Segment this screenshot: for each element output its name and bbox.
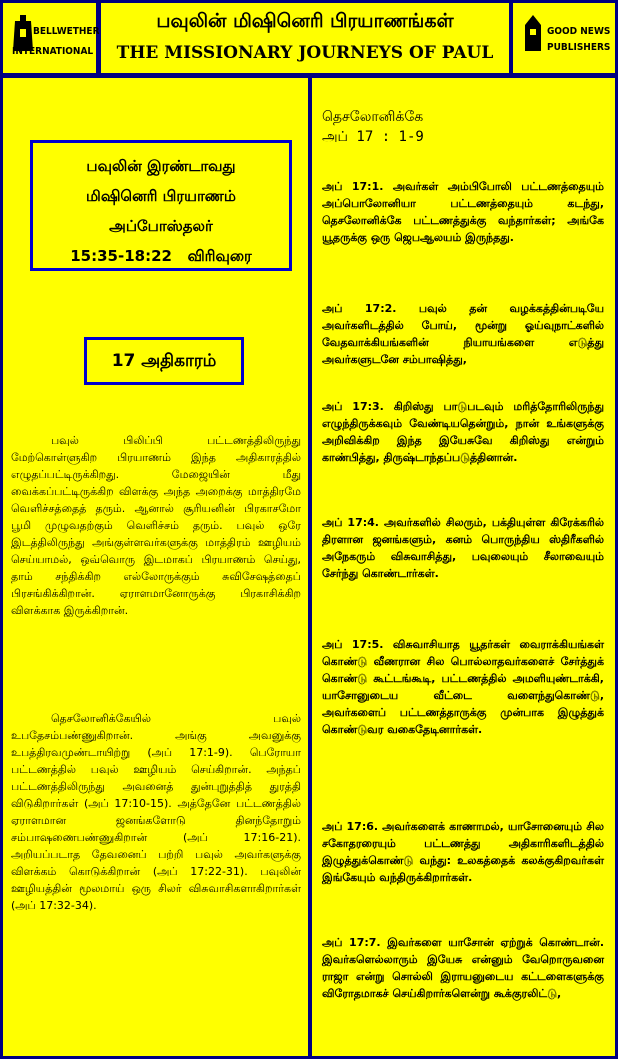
journey-title-box: [30, 140, 292, 271]
logo-left-line1: BELLWETHER: [33, 26, 100, 37]
left-panel: [3, 78, 308, 1056]
bellwether-logo: [3, 3, 100, 73]
page-header: [101, 3, 509, 73]
verse: அப் 17:1. அவர்கள் அம்பிபோலி பட்டணத்தையும் அப்பொலோனியா பட்டணத்தையும் கடந்து, தெசலோனிக்கே பட்டணத்துக்கு வந்தார்கள்; அங்கே யூதருக்கு ஒரு ஜெபஆலயம் இருந்தது.: [322, 180, 604, 244]
summary-paragraph: தெசலோனிக்கேயில் பவுல் உபதேசம்பண்ணுகிறான். அங்கு அவனுக்கு உபத்திரவமுண்டாயிற்று (அப் 17:1-9). பெரோயா பட்டணத்தில் பவுல் ஊழியம் செய்கிறான். அந்தப் பட்டணத்திலிருந்து அவனைத் துன்புறுத்தித் துரத்தி விடுகிறார்கள் (அப் 17:10-15). அத்தேனே பட்டணத்தில் ஏராளமான ஜனங்களோடு தினந்தோறும் சம்பாஷணைபண்ணுகிறான் (அப் 17:16-21). அறியப்படாத தேவனைப் பற்றி பவுல் அவர்களுக்கு விளக்கம் கொடுக்கிறான் (அப் 17:22-31). பவுலின் ஊழியத்தின் மூலமாய் ஒரு சிலர் விசுவாசிகளாகிறார்கள் (அப் 17:32-34).: [11, 712, 301, 912]
title-english: THE MISSIONARY JOURNEYS OF PAUL: [116, 43, 494, 63]
verse: அப் 17:2. பவுல் தன் வழக்கத்தின்படியே அவர்களிடத்தில் போய், மூன்று ஓய்வுநாட்களில் வேதவாக்கியங்களின் நியாயங்களை எடுத்து அவர்களுடனே சம்பாஷித்து,: [322, 302, 604, 366]
verse: அப் 17:3. கிறிஸ்து பாடுபடவும் மரித்தோரிலிருந்து எழுந்திருக்கவும் வேண்டியதென்றும், நான் உங்களுக்கு அறிவிக்கிற இந்த இயேசுவே கிறிஸ்து என்றும் காண்பித்து, திருஷ்டாந்தப்படுத்தினான்.: [322, 400, 604, 464]
journey-line: பவுலின் இரண்டாவது: [86, 157, 236, 175]
logo-left-line2: INTERNATIONAL: [12, 46, 94, 57]
tower-icon: [521, 15, 545, 51]
verse: அப் 17:7. இவர்களை யாசோன் ஏற்றுக் கொண்டான். இவர்களெல்லாரும் இயேசு என்னும் வேறொருவனை ராஜா என்று சொல்லி இராயனுடைய கட்டளைகளுக்கு விரோதமாகச் செய்கிறார்களென்று கூக்குரலிட்டு,: [322, 936, 604, 1000]
journey-line: 15:35-18:22 விரிவுரை: [70, 247, 252, 265]
title-tamil: பவுலின் மிஷினெரி பிரயாணங்கள்: [156, 10, 454, 32]
section-title: தெசலோனிக்கே: [322, 109, 424, 125]
right-panel: [312, 78, 615, 1056]
journey-line: அப்போஸ்தலர்: [109, 217, 213, 235]
logo-right-line1: GOOD NEWS: [547, 26, 611, 37]
good-news-logo: [513, 3, 615, 73]
logo-right-line2: PUBLISHERS: [547, 42, 611, 53]
verse: அப் 17:4. அவர்களில் சிலரும், பக்தியுள்ள கிரேக்கரில் திரளான ஜனங்களும், கனம் பொருந்திய ஸ்திரீகளில் அநேகரும் விசுவாசித்து, பவுலையும் சீலாவையும் சேர்ந்து கொண்டார்கள்.: [322, 516, 604, 580]
journey-line: மிஷினெரி பிரயாணம்: [86, 187, 236, 205]
chapter-heading: 17 அதிகாரம்: [84, 337, 244, 385]
section-reference: அப் 17 : 1-9: [322, 129, 424, 145]
intro-paragraph: பவுல் பிலிப்பி பட்டணத்திலிருந்து மேற்கொள்ளுகிற பிரயாணம் இந்த அதிகாரத்தில் எழுதப்பட்டிருக்கிறது. மேஜையின் மீது வைக்கப்பட்டிருக்கிற விளக்கு அந்த அறைக்கு மாத்திரமே வெளிச்சத்தைத் தரும். ஆனால் சூரியனின் பிரகாசமோ பூமி முழுவதற்கும் வெளிச்சம் தரும். பவுல் ஒரே இடத்திலிருந்து அங்குள்ளவர்களுக்கு மாத்திரம் ஊழியம் செய்யாமல், ஒவ்வொரு இடமாகப் பிரயாணம் செய்து, தாம் சந்திக்கிற எல்லோருக்கும் சுவிசேஷத்தைப் பிரசங்கிக்கிறான். ஏராளமானோருக்கு பிரகாசிக்கிற விளக்காக இருக்கிறான்.: [11, 434, 301, 617]
verse: அப் 17:5. விசுவாசியாத யூதர்கள் வைராக்கியங்கள் கொண்டு வீணரான சில பொல்லாதவர்களைச் சேர்த்துக் கொண்டு கூட்டங்கூடி, பட்டணத்தில் அமளியுண்டாக்கி, யாசோனுடைய வீட்டை வளைந்துகொண்டு, அவர்களைப் பட்டணத்தாருக்கு முன்பாக இழுத்துக் கொண்டுவர வகைதேடினார்கள்.: [322, 638, 604, 736]
verse: அப் 17:6. அவர்களைக் காணாமல், யாசோனையும் சில சகோதரரையும் பட்டணத்து அதிகாரிகளிடத்தில் இழுத்துக்கொண்டு வந்து: உலகத்தைக் கலக்குகிறவர்கள் இங்கேயும் வந்திருக்கிறார்கள்.: [322, 820, 604, 884]
